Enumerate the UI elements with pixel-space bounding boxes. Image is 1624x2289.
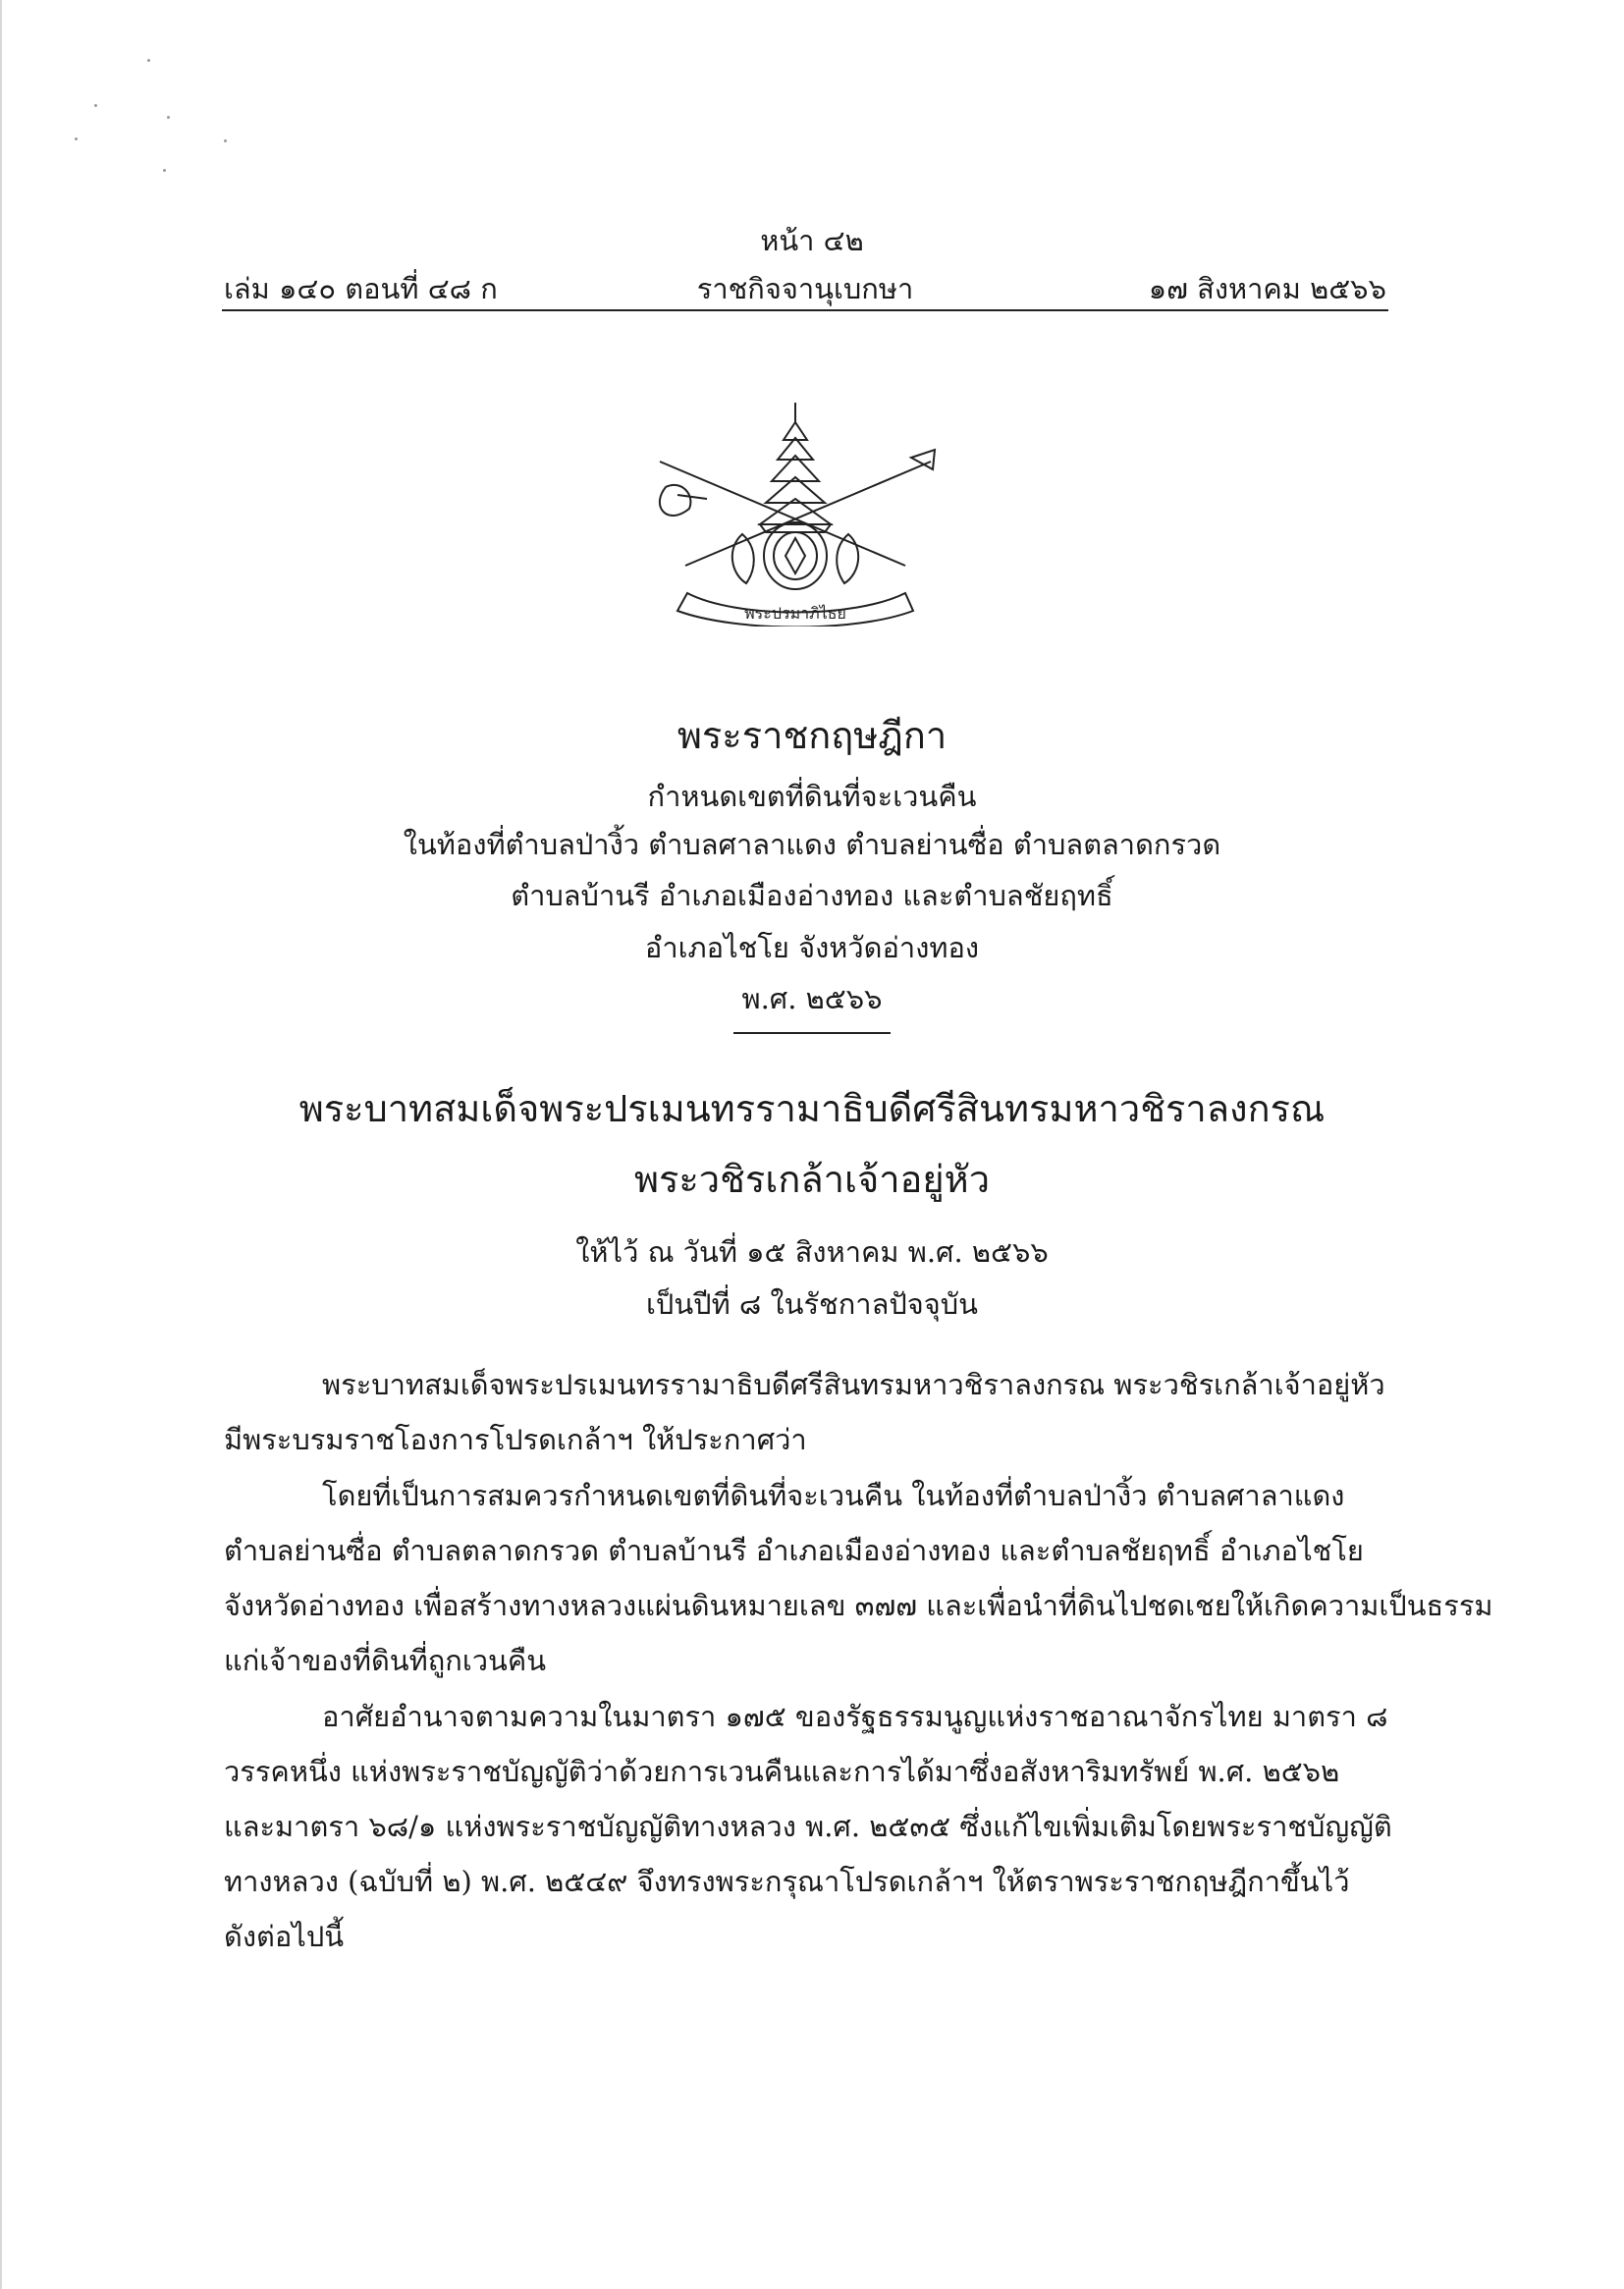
- paragraph-line: พระบาทสมเด็จพระปรเมนทรรามาธิบดีศรีสินทรมหาวชิราลงกรณ พระวชิรเกล้าเจ้าอยู่หัว: [322, 1368, 1385, 1401]
- given-date: ให้ไว้ ณ วันที่ ๑๕ สิงหาคม พ.ศ. ๒๕๖๖: [575, 1235, 1049, 1269]
- gazette-date: ๑๗ สิงหาคม ๒๕๖๖: [1148, 272, 1386, 305]
- authority-paragraph: [224, 1689, 1392, 1964]
- reason-paragraph: [224, 1468, 1493, 1688]
- royal-emblem-icon: [648, 401, 943, 627]
- paragraph-line: มีพระบรมราชโองการโปรดเกล้าฯ ให้ประกาศว่า: [224, 1423, 807, 1456]
- scan-speck: [224, 139, 227, 142]
- preamble-paragraph: [224, 1357, 1385, 1467]
- paragraph-line: ตำบลย่านซื่อ ตำบลตลาดกรวด ตำบลบ้านรี อำเภอเมืองอ่างทอง และตำบลชัยฤทธิ์ อำเภอไชโย: [224, 1534, 1364, 1567]
- reign-year: เป็นปีที่ ๘ ในรัชกาลปัจจุบัน: [646, 1287, 978, 1321]
- paragraph-line: ดังต่อไปนี้: [224, 1920, 345, 1953]
- gazette-name: ราชกิจจานุเบกษา: [696, 272, 914, 305]
- header-divider: [222, 309, 1388, 311]
- emblem-ribbon-text: พระปรมาภิไธย: [744, 604, 846, 623]
- title-divider: [733, 1032, 891, 1034]
- scan-speck: [75, 137, 78, 140]
- scan-speck: [147, 59, 150, 62]
- king-name: พระบาทสมเด็จพระปรเมนทรรามาธิบดีศรีสินทรมหาวชิราลงกรณ: [298, 1087, 1326, 1130]
- paragraph-line: โดยที่เป็นการสมควรกำหนดเขตที่ดินที่จะเวนคืน ในท้องที่ตำบลป่างิ้ว ตำบลศาลาแดง: [322, 1479, 1345, 1512]
- scan-speck: [163, 169, 166, 172]
- paragraph-line: ทางหลวง (ฉบับที่ ๒) พ.ศ. ๒๕๔๙ จึงทรงพระกรุณาโปรดเกล้าฯ ให้ตราพระราชกฤษฎีกาขึ้นไว้: [224, 1865, 1350, 1898]
- paragraph-line: จังหวัดอ่างทอง เพื่อสร้างทางหลวงแผ่นดินหมายเลข ๓๗๗ และเพื่อนำที่ดินไปชดเชยให้เกิดความเป็นธรรม: [224, 1589, 1493, 1622]
- decree-title: พระราชกฤษฎีกา: [677, 714, 947, 757]
- paragraph-line: แก่เจ้าของที่ดินที่ถูกเวนคืน: [224, 1644, 547, 1677]
- scan-speck: [94, 104, 97, 107]
- king-title: พระวชิรเกล้าเจ้าอยู่หัว: [633, 1158, 991, 1201]
- title-line: อำเภอไชโย จังหวัดอ่างทอง: [644, 931, 980, 964]
- paragraph-line: และมาตรา ๖๘/๑ แห่งพระราชบัญญัติทางหลวง พ.ศ. ๒๕๓๕ ซึ่งแก้ไขเพิ่มเติมโดยพระราชบัญญัติ: [224, 1810, 1392, 1843]
- page-number: หน้า ๔๒: [760, 224, 864, 257]
- paragraph-line: วรรคหนึ่ง แห่งพระราชบัญญัติว่าด้วยการเวนคืนและการได้มาซึ่งอสังหาริมทรัพย์ พ.ศ. ๒๕๖๒: [224, 1755, 1340, 1788]
- scan-speck: [167, 116, 170, 119]
- title-line: ในท้องที่ตำบลป่างิ้ว ตำบลศาลาแดง ตำบลย่านซื่อ ตำบลตลาดกรวด: [403, 828, 1221, 861]
- title-year: พ.ศ. ๒๕๖๖: [741, 982, 883, 1015]
- paragraph-line: อาศัยอำนาจตามความในมาตรา ๑๗๕ ของรัฐธรรมนูญแห่งราชอาณาจักรไทย มาตรา ๘: [322, 1700, 1388, 1733]
- gazette-header: [224, 266, 1386, 305]
- title-line: กำหนดเขตที่ดินที่จะเวนคืน: [647, 780, 977, 813]
- volume-issue: เล่ม ๑๔๐ ตอนที่ ๔๘ ก: [224, 272, 498, 305]
- title-line: ตำบลบ้านรี อำเภอเมืองอ่างทอง และตำบลชัยฤทธิ์: [511, 879, 1113, 912]
